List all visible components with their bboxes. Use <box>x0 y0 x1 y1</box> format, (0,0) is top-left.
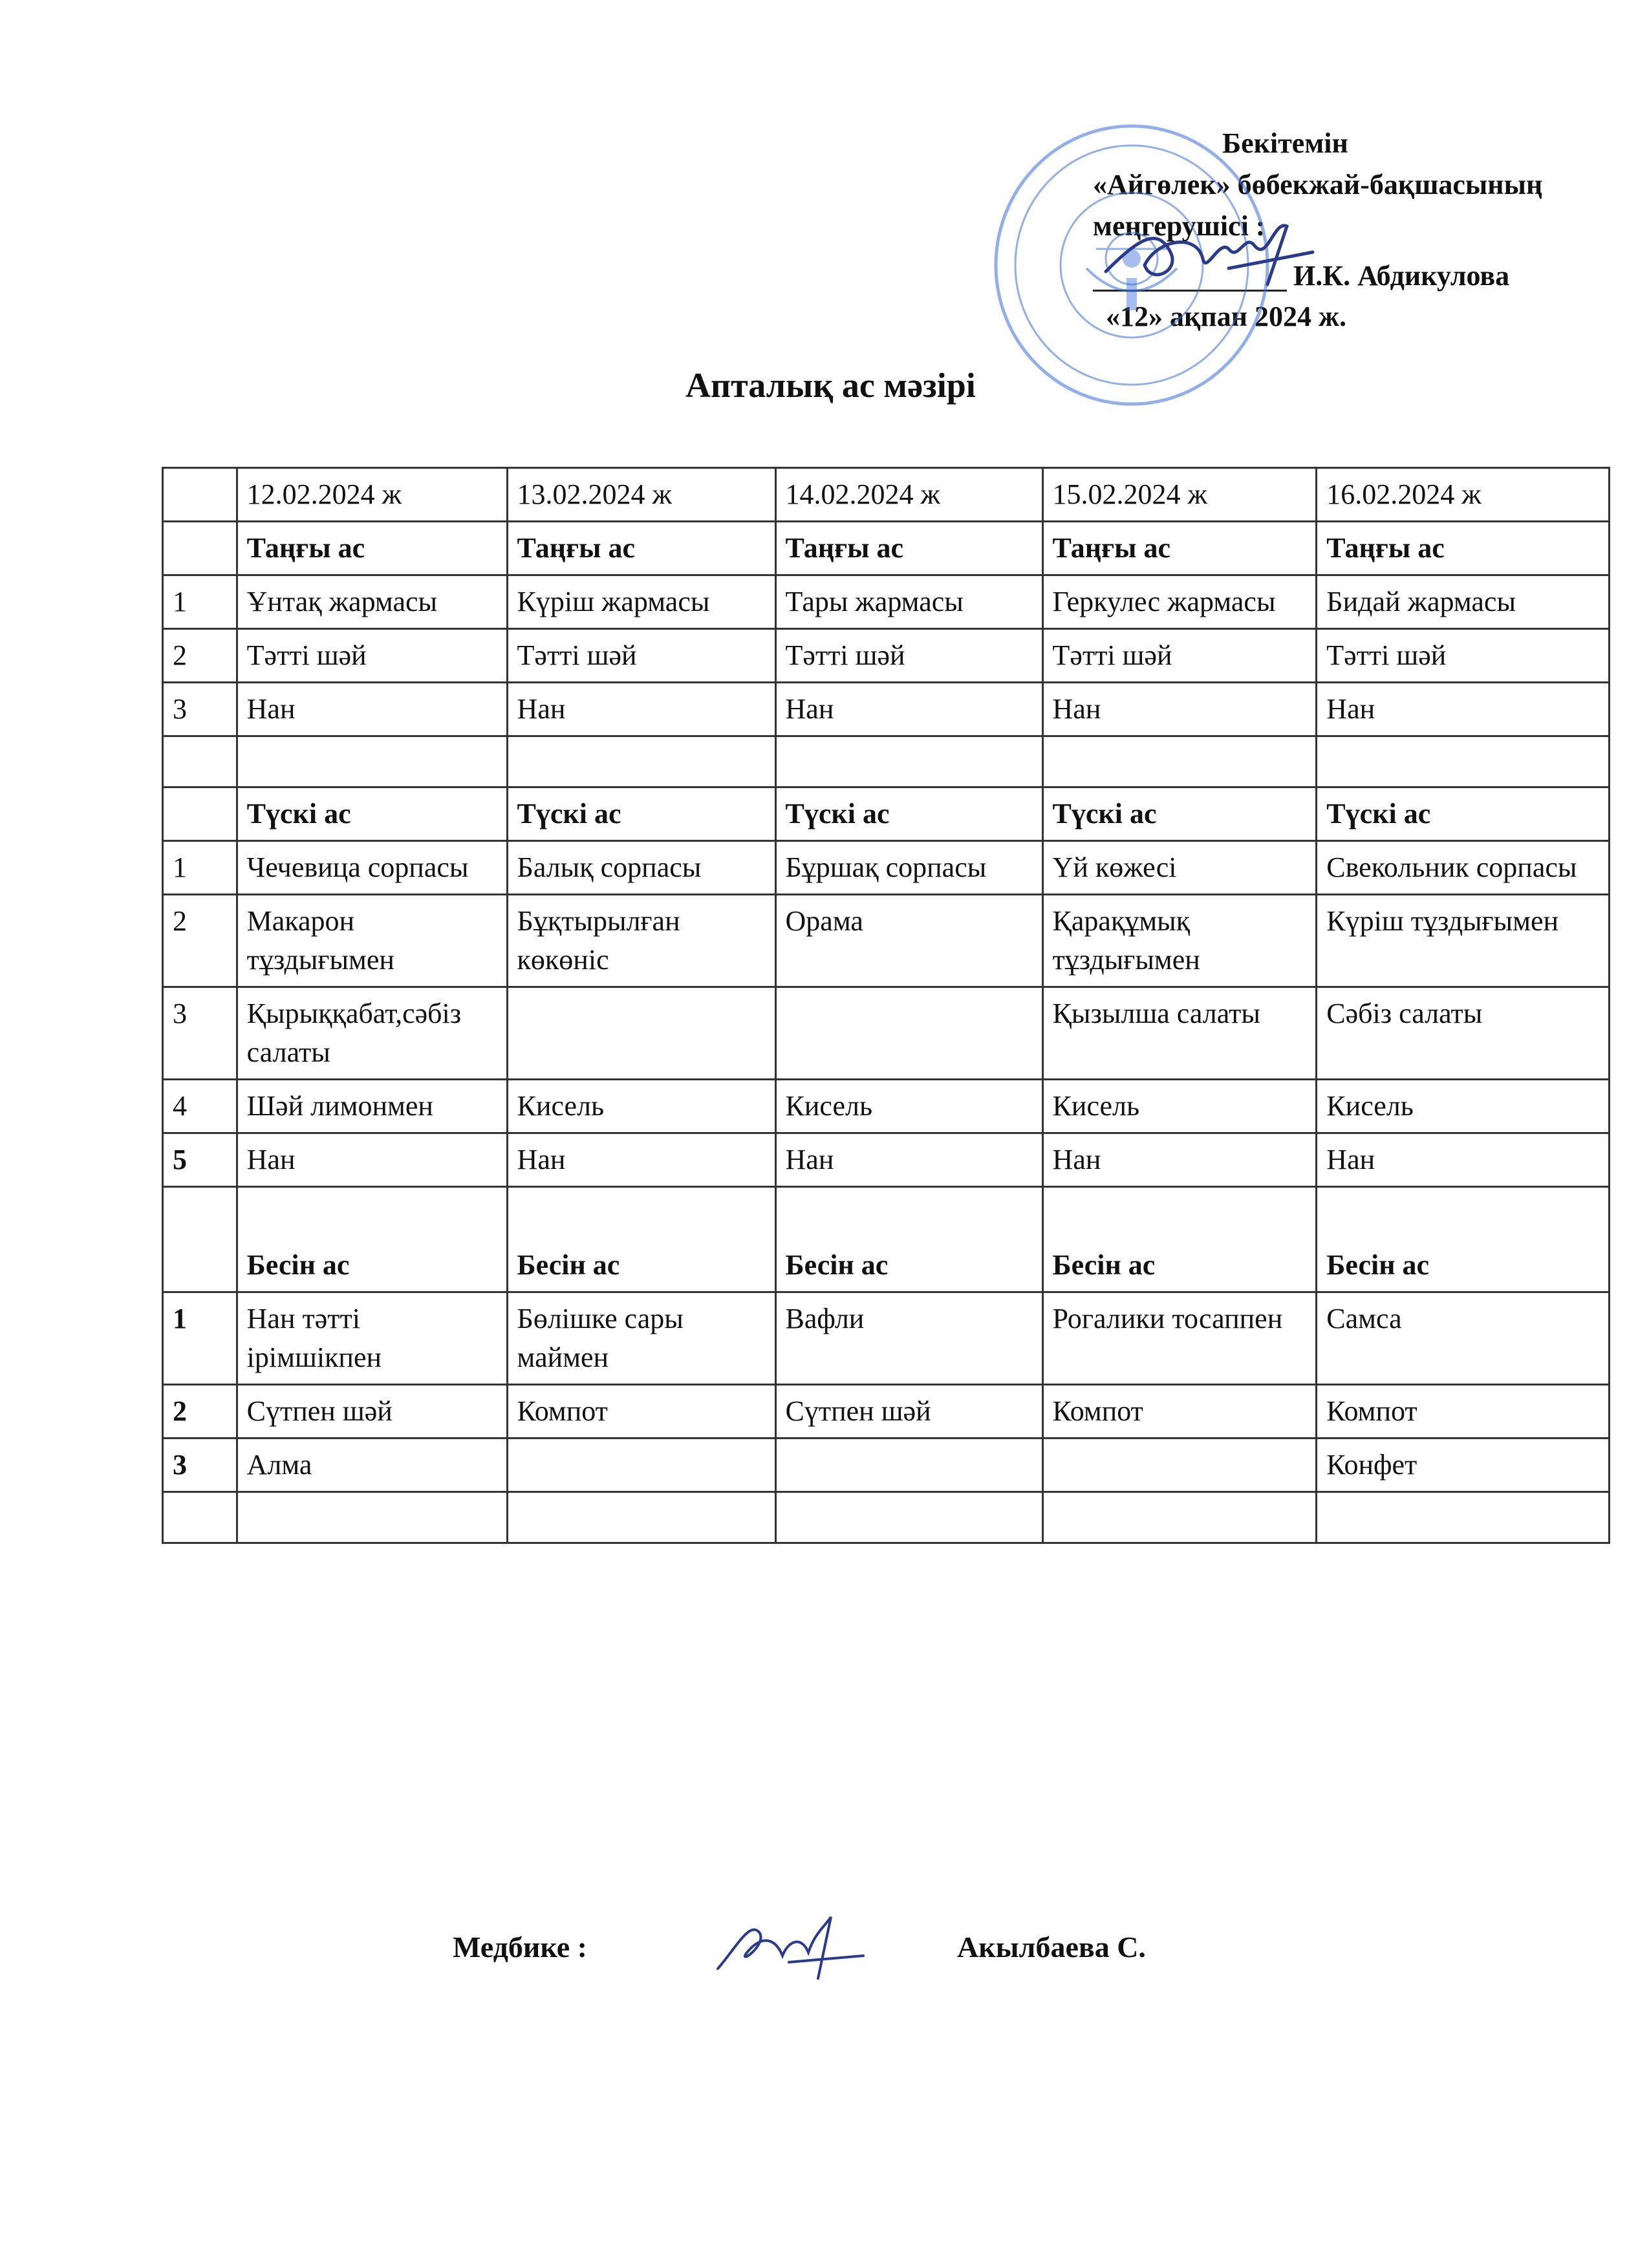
menu-cell: Нан <box>237 683 507 736</box>
table-cell <box>1042 736 1317 787</box>
table-row <box>163 987 1610 1080</box>
menu-cell: Свекольник сорпасы <box>1317 841 1610 895</box>
row-number: 2 <box>163 1385 237 1439</box>
menu-cell: Кисель <box>775 1080 1042 1133</box>
meal-header-cell: Түскі ас <box>507 787 775 841</box>
meal-header-cell: Бесін ас <box>1317 1187 1610 1292</box>
date-cell: 13.02.2024 ж <box>507 468 775 522</box>
snack-header-row <box>163 1187 1610 1292</box>
lunch-header-row <box>163 787 1610 841</box>
empty-row <box>163 1492 1610 1543</box>
page-title: Апталық ас мәзірі <box>685 366 976 405</box>
menu-cell: Нан <box>237 1133 507 1187</box>
meal-header-cell: Түскі ас <box>237 787 507 841</box>
menu-cell: Шәй лимонмен <box>237 1080 507 1133</box>
table-cell <box>163 787 237 841</box>
row-number: 3 <box>163 987 237 1080</box>
menu-cell: Нан <box>1317 683 1610 736</box>
menu-cell <box>775 1439 1042 1492</box>
table-cell <box>237 1492 507 1543</box>
table-row <box>163 1080 1610 1133</box>
row-number: 1 <box>163 575 237 629</box>
menu-cell: Қырыққабат,сәбіз салаты <box>237 987 507 1080</box>
table-cell <box>163 468 237 522</box>
table-row <box>163 841 1610 895</box>
meal-header-cell: Бесін ас <box>775 1187 1042 1292</box>
meal-header-cell: Таңғы ас <box>1317 522 1610 575</box>
date-cell: 15.02.2024 ж <box>1042 468 1317 522</box>
approval-heading: Бекітемін <box>1222 127 1348 159</box>
menu-cell <box>775 987 1042 1080</box>
table-cell <box>775 736 1042 787</box>
table-row <box>163 1133 1610 1187</box>
menu-cell: Кисель <box>1042 1080 1317 1133</box>
row-number: 4 <box>163 1080 237 1133</box>
menu-cell: Бұқтырылған көкөніс <box>507 895 775 987</box>
date-cell: 16.02.2024 ж <box>1317 468 1610 522</box>
date-cell: 12.02.2024 ж <box>237 468 507 522</box>
row-number: 1 <box>163 1292 237 1385</box>
menu-cell: Ұнтақ жармасы <box>237 575 507 629</box>
meal-header-cell: Түскі ас <box>1317 787 1610 841</box>
menu-cell: Орама <box>775 895 1042 987</box>
menu-cell: Макарон тұздығымен <box>237 895 507 987</box>
menu-cell: Күріш тұздығымен <box>1317 895 1610 987</box>
meal-header-cell: Түскі ас <box>775 787 1042 841</box>
menu-cell: Нан тәтті ірімшікпен <box>237 1292 507 1385</box>
table-cell <box>1317 1492 1610 1543</box>
director-signature-icon <box>1099 213 1319 304</box>
approval-date: «12» ақпан 2024 ж. <box>1106 301 1346 332</box>
nurse-label: Медбике : <box>453 1931 587 1963</box>
nurse-signature-icon <box>711 1907 867 1985</box>
menu-cell: Балық сорпасы <box>507 841 775 895</box>
menu-cell: Бұршақ сорпасы <box>775 841 1042 895</box>
approval-director-name: И.К. Абдикулова <box>1293 260 1510 292</box>
menu-cell: Күріш жармасы <box>507 575 775 629</box>
menu-cell: Тәтті шәй <box>1042 629 1317 683</box>
menu-cell: Тәтті шәй <box>507 629 775 683</box>
table-cell <box>163 522 237 575</box>
table-row <box>163 1292 1610 1385</box>
table-cell <box>507 736 775 787</box>
date-cell: 14.02.2024 ж <box>775 468 1042 522</box>
empty-row <box>163 736 1610 787</box>
meal-header-cell: Түскі ас <box>1042 787 1317 841</box>
nurse-name: Акылбаева С. <box>957 1931 1146 1963</box>
meal-header-cell: Бесін ас <box>1042 1187 1317 1292</box>
menu-cell: Геркулес жармасы <box>1042 575 1317 629</box>
menu-cell: Сүтпен шәй <box>775 1385 1042 1439</box>
menu-cell: Кисель <box>507 1080 775 1133</box>
menu-cell: Қызылша салаты <box>1042 987 1317 1080</box>
menu-cell: Нан <box>1042 1133 1317 1187</box>
menu-cell: Нан <box>775 683 1042 736</box>
table-cell <box>237 736 507 787</box>
menu-cell: Компот <box>1317 1385 1610 1439</box>
breakfast-header-row <box>163 522 1610 575</box>
menu-cell: Компот <box>1042 1385 1317 1439</box>
menu-cell: Бидай жармасы <box>1317 575 1610 629</box>
table-row <box>163 683 1610 736</box>
row-number: 2 <box>163 895 237 987</box>
menu-cell: Сүтпен шәй <box>237 1385 507 1439</box>
meal-header-cell: Таңғы ас <box>1042 522 1317 575</box>
meal-header-cell: Таңғы ас <box>775 522 1042 575</box>
menu-cell: Рогалики тосаппен <box>1042 1292 1317 1385</box>
menu-cell: Бөлішке сары маймен <box>507 1292 775 1385</box>
menu-cell: Самса <box>1317 1292 1610 1385</box>
table-cell <box>775 1492 1042 1543</box>
menu-cell: Чечевица сорпасы <box>237 841 507 895</box>
table-cell <box>163 1492 237 1543</box>
table-cell <box>1042 1492 1317 1543</box>
row-number: 1 <box>163 841 237 895</box>
meal-header-cell: Таңғы ас <box>507 522 775 575</box>
table-row <box>163 629 1610 683</box>
menu-cell: Тары жармасы <box>775 575 1042 629</box>
menu-cell: Тәтті шәй <box>237 629 507 683</box>
menu-cell: Сәбіз салаты <box>1317 987 1610 1080</box>
menu-cell: Нан <box>775 1133 1042 1187</box>
dates-row <box>163 468 1610 522</box>
table-cell <box>163 736 237 787</box>
meal-header-cell: Бесін ас <box>507 1187 775 1292</box>
table-row <box>163 575 1610 629</box>
table-row <box>163 1439 1610 1492</box>
menu-cell <box>507 1439 775 1492</box>
menu-cell: Нан <box>1317 1133 1610 1187</box>
table-cell <box>1317 736 1610 787</box>
table-cell <box>507 1492 775 1543</box>
meal-header-cell: Бесін ас <box>237 1187 507 1292</box>
menu-cell <box>507 987 775 1080</box>
menu-cell: Кисель <box>1317 1080 1610 1133</box>
menu-cell: Тәтті шәй <box>775 629 1042 683</box>
menu-cell: Қарақұмық тұздығымен <box>1042 895 1317 987</box>
menu-cell: Үй көжесі <box>1042 841 1317 895</box>
menu-cell: Компот <box>507 1385 775 1439</box>
row-number: 5 <box>163 1133 237 1187</box>
menu-cell <box>1042 1439 1317 1492</box>
table-row <box>163 895 1610 987</box>
menu-cell: Конфет <box>1317 1439 1610 1492</box>
approval-position: меңгерушісі : <box>1093 210 1266 242</box>
menu-cell: Алма <box>237 1439 507 1492</box>
menu-cell: Нан <box>507 683 775 736</box>
weekly-menu-table <box>162 467 1610 1544</box>
table-row <box>163 1385 1610 1439</box>
row-number: 2 <box>163 629 237 683</box>
table-cell <box>163 1187 237 1292</box>
menu-cell: Тәтті шәй <box>1317 629 1610 683</box>
row-number: 3 <box>163 683 237 736</box>
menu-cell: Вафли <box>775 1292 1042 1385</box>
row-number: 3 <box>163 1439 237 1492</box>
menu-cell: Нан <box>507 1133 775 1187</box>
approval-organization: «Айгөлек» бөбекжай-бақшасының <box>1093 169 1543 200</box>
menu-cell: Нан <box>1042 683 1317 736</box>
meal-header-cell: Таңғы ас <box>237 522 507 575</box>
